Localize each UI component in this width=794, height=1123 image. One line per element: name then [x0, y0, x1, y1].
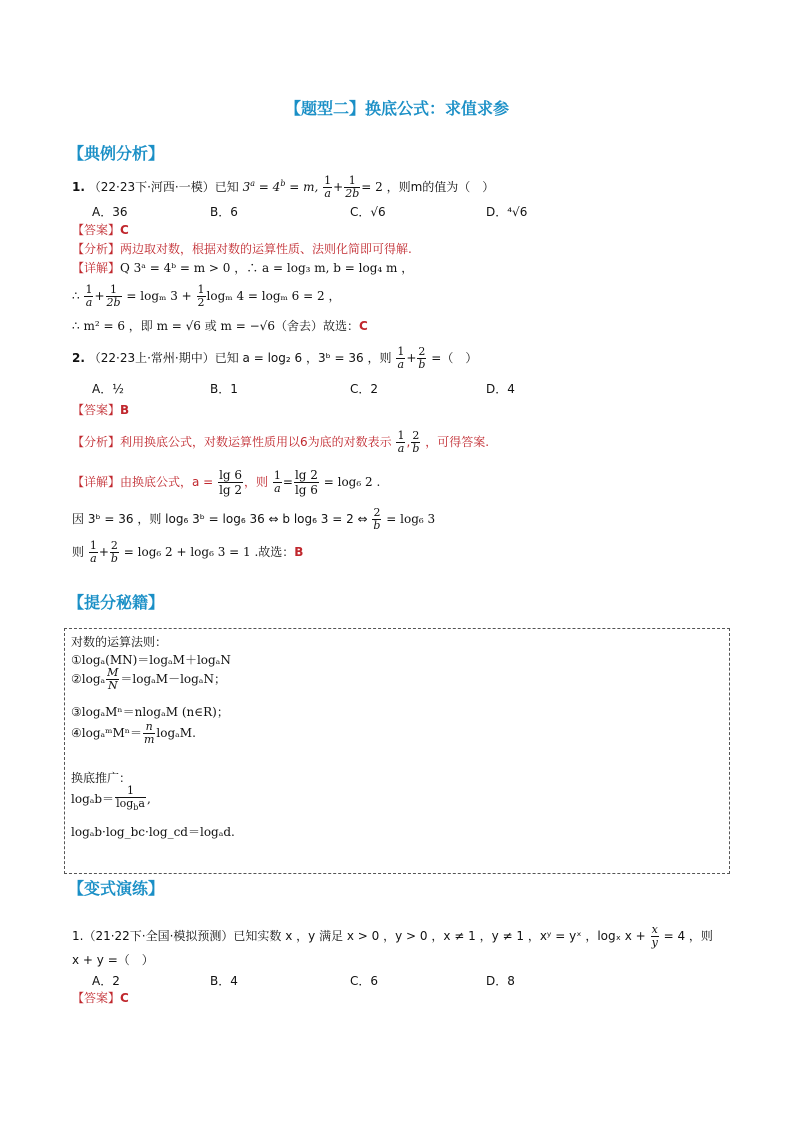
q1-analysis-label: 【分析】 — [72, 242, 121, 256]
p1-line2: x + y =（ ） — [72, 953, 154, 967]
q2-analysis-tail: ，可得答案. — [425, 435, 490, 449]
rule-1: ①logₐ(MN)＝logₐM＋logₐN — [71, 653, 231, 667]
q2-number: 2. — [72, 351, 85, 365]
rule-2-pre: ②logₐ — [71, 672, 106, 686]
q1-detail-text1: Q 3ᵃ = 4ᵇ = m > 0 ，∴ a = log₃ m, b = log₄ m ， — [120, 261, 414, 275]
p1-option-c[interactable]: C．6 — [350, 974, 379, 988]
q1-detail-text2-tail: logₘ 4 = logₘ 6 = 2 ， — [206, 289, 341, 303]
q1-detail-line3 — [72, 318, 368, 334]
q1-detail-line1 — [72, 260, 413, 276]
q1-tail: ，则m的值为（ ） — [386, 180, 495, 194]
p1-text: 1.（21·22下·全国·模拟预测）已知实数 x ，y 满足 x > 0 ，y > 0 ，x ≠ 1 ，y ≠ 1 ，xʸ = yˣ ，logₓ x + — [72, 929, 646, 943]
q1-answer-value: C — [120, 223, 129, 237]
q2-detail-text2: 因 3ᵇ = 36 ，则 log₆ 3ᵇ = log₆ 36 ⇔ b log₆ 3 = 2 ⇔ — [72, 512, 368, 526]
p1-text-tail: = 4 ，则 — [663, 929, 713, 943]
q2-detail-text2-tail: = log₆ 3 — [386, 512, 436, 526]
p1-option-d[interactable]: D．8 — [486, 974, 515, 988]
q2-option-b[interactable]: B．1 — [210, 382, 238, 396]
q1-analysis — [72, 241, 412, 257]
p1-option-a[interactable]: A．2 — [92, 974, 120, 988]
tips-heading: 对数的运算法则： — [71, 635, 168, 649]
q1-detail-line2: ∴ $\frac{1}{a}$ + $\frac{1}{2b}$ = logₘ 3 + $\frac{1}{2}$ logₘ 4 = logₘ 6 = 2 ， — [72, 283, 341, 309]
q1-answer-label: 【答案】 — [72, 223, 121, 237]
section-tips-heading: 【提分秘籍】 — [68, 593, 165, 612]
rule-6: logₐb·log_bc·log_cd＝logₐd. — [71, 825, 235, 839]
section-example-heading: 【典例分析】 — [68, 144, 165, 163]
q2-option-c[interactable]: C．2 — [350, 382, 379, 396]
q2-detail-text1: 由换底公式，a = — [120, 475, 214, 489]
q2-detail-answer: B — [294, 545, 304, 559]
q1-analysis-text: 两边取对数，根据对数的运算性质、法则化简即可得解. — [120, 242, 412, 256]
p1-answer — [72, 990, 129, 1006]
p1-option-b[interactable]: B．4 — [210, 974, 238, 988]
q2-detail-then: 则 — [72, 545, 85, 559]
page-title: 【题型二】换底公式：求值求参 — [284, 99, 509, 118]
section-practice-heading: 【变式演练】 — [68, 879, 165, 898]
rule-2: ②logₐ $\frac{M}{N}$ ＝logₐM－logₐN； — [71, 666, 226, 692]
q2-option-d[interactable]: D．4 — [486, 382, 515, 396]
q1-option-d[interactable]: D．⁴√6 — [486, 205, 528, 219]
rule-4: ④logₐᵐMⁿ＝ $\frac{n}{m}$ logₐM. — [71, 720, 196, 746]
q2-analysis-text: 利用换底公式，对数运算性质用以6为底的对数表示 — [120, 435, 392, 449]
q1-option-c[interactable]: C．√6 — [350, 205, 386, 219]
q1-option-b[interactable]: B．6 — [210, 205, 238, 219]
rule-4-post: logₐM. — [156, 726, 196, 740]
q2-option-a[interactable]: A．½ — [92, 382, 124, 396]
rule-3: ③logₐMⁿ＝nlogₐM (n∈R)； — [71, 705, 229, 719]
p1-answer-value: C — [120, 991, 129, 1005]
q1-detail-answer: C — [358, 319, 368, 333]
q2-answer — [72, 402, 129, 418]
q2-detail-line3: 则 $\frac{1}{a}$ + $\frac{2}{b}$ = log₆ 2 + log₆ 3 = 1 .故选：B — [72, 539, 304, 565]
q2-analysis-label: 【分析】 — [72, 435, 121, 449]
q2-detail-text3: = log₆ 2 + log₆ 3 = 1 .故选： — [123, 545, 295, 559]
q1-detail-therefore: ∴ — [72, 289, 80, 303]
q1-option-a[interactable]: A．36 — [92, 205, 128, 219]
q1-detail-text2: = logₘ 3 + — [126, 289, 192, 303]
q2-detail-text1-tail: = log₆ 2 . — [323, 475, 381, 489]
q2-analysis: 【分析】利用换底公式，对数运算性质用以6为底的对数表示 $\frac{1}{a}$ , $\frac{2}{b}$ ，可得答案. — [72, 429, 490, 455]
tips-box — [64, 628, 730, 874]
q1-number: 1. — [72, 180, 85, 194]
q2-stem: 2. （22·23上·常州·期中）已知 a = log₂ 6 ，3ᵇ = 36 ，则 $\frac{1}{a}$ + $\frac{2}{b}$ =（ ） — [72, 345, 478, 371]
tips-heading-2: 换底推广： — [71, 771, 132, 785]
q2-source: （22·23上·常州·期中）已知 a = log₂ 6 ，3ᵇ = 36 ，则 — [88, 351, 392, 365]
q2-answer-value: B — [120, 403, 130, 417]
rule-5: logₐb＝ $\frac{1}{\log_ba}$ , — [71, 784, 151, 813]
q2-tail: =（ ） — [431, 351, 478, 365]
q1-detail-label: 【详解】 — [72, 261, 121, 275]
q1-answer — [72, 222, 129, 238]
q1-stem: 1. （22·23下·河西·一模）已知 $3^a = 4^b = m$, $\frac{1}{a}$ + $\frac{1}{2b}$ = 2 ，则m的值为（ ） — [72, 174, 495, 200]
q2-detail-line1: 【详解】由换底公式，a = $\frac{\lg 6}{\lg 2}$ ，则 $\frac{1}{a}$ = $\frac{\lg 2}{\lg 6}$ = log₆ 2 . — [72, 468, 381, 497]
rule-5-post: , — [146, 792, 151, 807]
rule-4-pre: ④logₐᵐMⁿ＝ — [71, 726, 142, 740]
q2-detail-label: 【详解】 — [72, 475, 121, 489]
q2-detail-text1-mid: ，则 — [244, 475, 269, 489]
q2-detail-line2: 因 3ᵇ = 36 ，则 log₆ 3ᵇ = log₆ 36 ⇔ b log₆ 3 = 2 ⇔ $\frac{2}{b}$ = log₆ 3 — [72, 506, 436, 532]
p1-stem: 1.（21·22下·全国·模拟预测）已知实数 x ，y 满足 x > 0 ，y > 0 ，x ≠ 1 ，y ≠ 1 ，xʸ = yˣ ，logₓ x + $\frac{x}{y}$ = 4 ，则 — [72, 923, 713, 949]
q2-answer-label: 【答案】 — [72, 403, 121, 417]
q1-source: （22·23下·河西·一模）已知 — [88, 180, 239, 194]
q1-detail-text3: ∴ m² = 6 ，即 m = √6 或 m = −√6（舍去）故选： — [72, 319, 359, 333]
rule-5-pre: logₐb＝ — [71, 792, 115, 807]
p1-answer-label: 【答案】 — [72, 991, 121, 1005]
rule-2-post: ＝logₐM－logₐN； — [120, 672, 226, 686]
